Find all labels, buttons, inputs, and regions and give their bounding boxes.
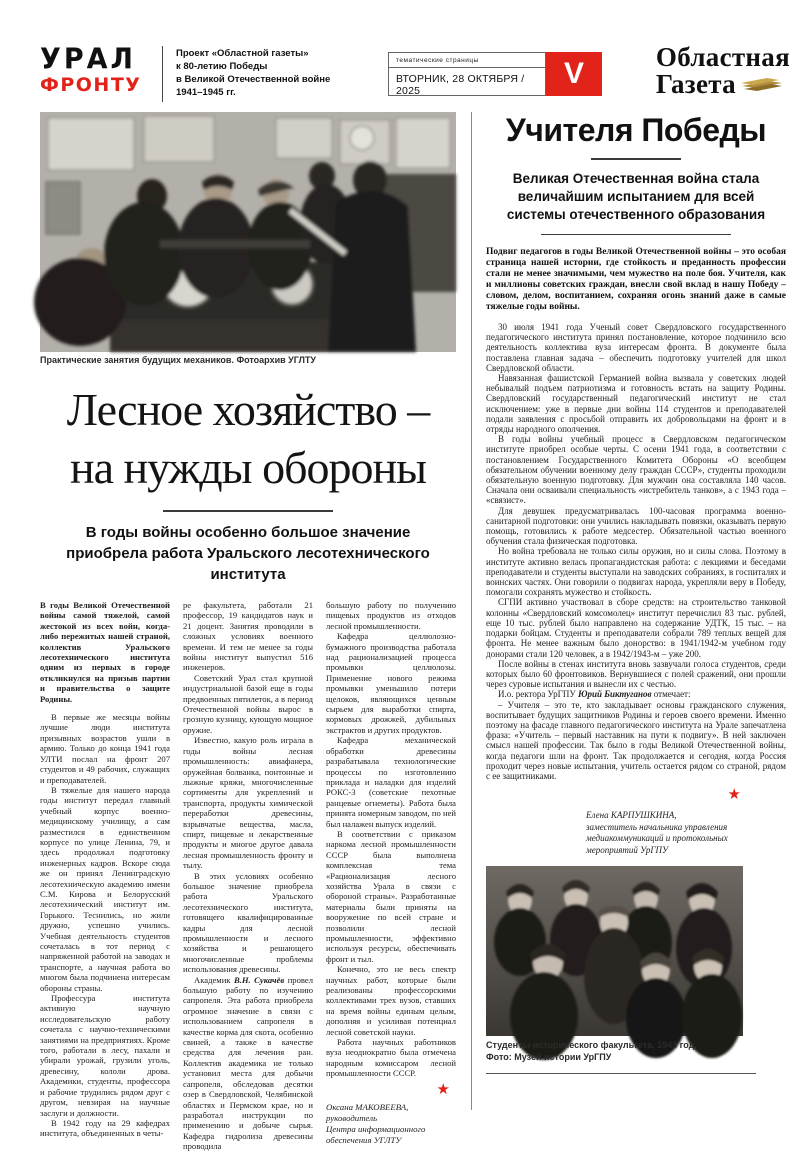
paragraph: Профессура института активную научную исследовательскую работу сочетала с научно-техническими занятиями на предприятиях. Кроме того, работали в лесу, пахали и убирали урожай, грузили уголь, древесину, кололи дрова. Академики, студенты, профессора и рабочие трудились рядом друг с другом, невзирая на научные заслуги и должности.	[40, 993, 170, 1118]
paragraph: большую работу по получению пищевых продуктов из отходов лесной промышленности.	[326, 600, 456, 631]
paragraph: Кафедра механической обработки древесины разрабатывала технологические процессы по изготовлению приклада и наладки для изделий РОКС-3 (советские пехотные ранцевые огнеметы). Работа была принята номерным заводом, по ней был налажен выпуск изделий.	[326, 735, 456, 829]
red-star-icon: ★	[727, 787, 741, 804]
paragraph: В годы войны учебный процесс в Свердловском педагогическом институте приобрел особые черты. С осени 1941 года, в соответствии с постановлением Государственного Комитета Обороны «О всеобщем обязательном обучении военному делу граждан СССР», студенты проходили обязательную военную подготовку. Для мужчин она составляла 140 часов. Сначала они осваивали специальность «истребитель танков», а с 1943 года – «связист».	[486, 434, 786, 506]
signature-line: мероприятий УрГПУ	[586, 844, 669, 855]
paragraph: Навязанная фашистской Германией война вызвала у советских людей небывалый подъем патриотизма и готовность встать на защиту Родины. Свердловский государственный педагогический институт не стал исключением: уже в первые дни войны 114 студентов и преподавателей подали заявления с просьбой отправить их добровольцами на фронт и в отряды народного ополчения.	[486, 373, 786, 435]
person-name: Юрий Биктуганов	[577, 689, 652, 700]
body-column-2	[183, 600, 313, 1152]
paragraph: Для девушек предусматривалась 100-часовая программа военно-санитарной подготовки: они учились накладывать повязки, оказывать первую помощь, готовились к работе медсестер. Обязательной частью военного обучения стала физическая подготовка.	[486, 505, 786, 547]
author-signature	[326, 1102, 456, 1146]
project-line: к 80-летию Победы	[176, 61, 268, 72]
article-subhead: Великая Отечественная война стала величайшим испытанием для всей системы отечественного образования	[506, 170, 766, 222]
article-forestry	[40, 112, 456, 1152]
photo-caption: Практические занятия будущих механиков. Фотоархив УГЛТУ	[40, 355, 317, 365]
paragraph: Советский Урал стал крупной индустриальной базой еще в годы предвоенных пятилеток, а в период Отечественной войны вырос в грозную кузницу, кующую мощное оружие.	[183, 672, 313, 735]
paragraph-sukachev: Академик В.Н. Сукачёв провел большую работу по изучению сапропеля. Эта работа приобрела огромное значение в связи с использованием сапропеля в качестве корма для скота, особенно свиней, а также в качестве средства для лечения ран. Коллектив академика не только установил места для добычи сапропеля, обследовав десятки озер в Свердловской, Челябинской областях и Пермском крае, но и разработал инструкции по применению и добыче сырья. Кафедра гидролиза древесины проводила	[183, 974, 313, 1152]
lead-paragraph: Подвиг педагогов в годы Великой Отечественной войны – это особая страница нашей истории, где стойкость и преданность профессии стали не менее значимыми, чем мужество на поле боя. Учителя, как и миллионы советских граждан, внесли свой вклад в нашу Победу – словом, делом, воспитанием, сохраняя огонь знаний даже в самые тяжелые годы войны.	[486, 247, 786, 312]
logo-line-frontu: ФРОНТУ	[40, 74, 142, 96]
author-signature	[586, 810, 786, 856]
ribbon-icon	[741, 77, 783, 93]
volume-badge: V	[546, 52, 602, 96]
article-subhead: В годы войны особенно большое значение приобрела работа Уральского лесотехнического института	[66, 524, 430, 583]
paragraph-quote: – Учителя – это те, кто закладывает основы гражданского служения, воспитывает будущих защитников Родины и героев своего времени. Именно поэтому на фасаде главного педагогического института на Урале запечатлена фраза: «Учитель – первый наставник на пути к подвигу». В ней заключен смысл нашей профессии. Так было в годы Великой Отечественной войны, когда педагоги шли на фронт. Так продолжается и сегодня, когда Россия проходит через новые испытания, учитель остается рядом со страной, рядом с ее защитниками.	[486, 699, 786, 781]
issue-date: ВТОРНИК, 28 ОКТЯБРЯ / 2025	[396, 73, 525, 97]
photo-caption-line2: Фото: Музей истории УрГПУ	[486, 1051, 612, 1062]
body-column-3	[326, 600, 456, 1152]
paragraph: В этих условиях особенно большое значение приобрела работа Уральского лесотехнического института, готовящего квалифицированные кадры для лесной промышленности и лесного хозяйства и решающего многочисленные проблемы использования древесины.	[183, 870, 313, 975]
article-body	[40, 600, 456, 1152]
headline-line1: Лесное хозяйство –	[66, 384, 430, 435]
project-line: Проект «Областной газеты»	[176, 48, 309, 59]
paragraph: 30 июля 1941 года Ученый совет Свердловского государственного педагогического института принял постановление, которое подчинило всю деятельность коллектива вуза интересам фронта. В документе была поставлена главная задача – обеспечить подготовку учителей для школ Свердловской области.	[486, 322, 786, 373]
paragraph: Кафедра целлюлозно-бумажного производства работала над рационализацией процесса промывки целлюлозы. Применение нового режима промывки уменьшило потери щелоков, являющихся ценным сырьем для выработки спирта, кормовых дрожжей, дубильных экстрактов и других продуктов.	[326, 631, 456, 735]
project-line: в Великой Отечественной войне	[176, 74, 331, 85]
subhead-rule-bottom	[541, 234, 731, 236]
article-divider	[471, 112, 472, 1110]
signature-line: руководитель	[326, 1112, 378, 1123]
article-teachers	[486, 112, 786, 1074]
signature-line: Центра информационного	[326, 1123, 426, 1134]
project-line: 1941–1945 гг.	[176, 87, 236, 98]
bottom-rule	[486, 1073, 756, 1074]
body-column-1	[40, 600, 170, 1152]
headline-rule	[163, 510, 333, 512]
kicker-label: тематические страницы	[389, 53, 545, 68]
workshop-photo	[40, 112, 456, 352]
article-headline: Учителя Победы	[505, 112, 767, 148]
paragraph: После войны в стенах института вновь зазвучали голоса студентов, среди которых было 60 фронтовиков. Вернувшиеся с полей сражений, они прошли через суровые испытания и вынесли их с честью.	[486, 658, 786, 690]
headline-line2: на нужды обороны	[69, 442, 427, 493]
paragraph: Работа научных работников вуза неоднократно была отмечена народным комиссаром лесной промышленности СССР.	[326, 1037, 456, 1079]
paragraph: В тяжелые для нашего народа годы институт передал главный учебный корпус военно-медицинскому училищу, а сам разместился в единственном корпусе по улице Ленина, 79, и здесь продолжал подготовку инженерных кадров. Вскоре сюда же он принял Ленинградскую лесотехническую академию имени С.М. Кирова и Белорусский лесотехнический институт им. Горького. Теснились, но жили дружно, успешно учились. Учебная деятельность студентов сочеталась в тот период с напряженной работой на заводах и транспорте, а научная работа во многом была подчинена интересам обороны страны.	[40, 784, 170, 993]
paragraph: ре факультета, работали 21 профессор, 19 кандидатов наук и 21 доцент. Занятия проводили в сложных условиях военного времени. И тем не менее за годы войны институт выпустил 516 инженеров.	[183, 600, 313, 673]
subhead-rule-top	[591, 158, 681, 160]
ural-frontu-logo	[40, 43, 142, 96]
page-header	[40, 44, 790, 108]
article-headline	[40, 381, 456, 497]
masthead-line2: Газета	[655, 69, 736, 99]
project-description	[176, 47, 330, 99]
paragraph: В соответствии с приказом наркома лесной промышленности СССР была выполнена комплексная тема «Рационализация лесного хозяйства Урала в связи с обороной страны». Разработанные материалы были приняты на вооружение по всей стране и позволили лесной промышленности, эффективно используя ресурсы, обеспечивать фронт и тыл.	[326, 828, 456, 964]
signature-line: заместитель начальника управления	[586, 821, 728, 832]
paragraph: В 1942 году на 29 кафедрах института, объединенных в четы-	[40, 1117, 170, 1139]
photo-caption	[486, 1040, 786, 1063]
paragraph: Но война требовала не только силы оружия, но и силы слова. Поэтому в институте активно велась пропагандистская работа: с лекциями и беседами преподаватели и студенты выступали на заводских собраниях, в госпиталях и воинских частях. Они говорили о подвигах народа, укрепляли веру в Победу, помогали сохранять мужество и стойкость.	[486, 546, 786, 598]
signature-line: Елена КАРПУШКИНА,	[586, 810, 677, 821]
signature-line: обеспечения УГЛТУ	[326, 1134, 402, 1145]
paragraph: Конечно, это не весь спектр научных работ, которые были реализованы профессорскими коллективами трех вузов, ставших на время войны единым целым, дополняя и усиливая потенциал лесной советской науки.	[326, 964, 456, 1037]
article-body	[486, 322, 786, 781]
masthead-line1: Областная	[655, 42, 790, 72]
lead-paragraph: В годы Великой Отечественной войны самой тяжелой, самой жестокой из всех войн, когда-либо пережитых нашей страной, коллектив Уральского лесотехнического института одним из первых в городе откликнулся на призыв партии и правительства о защите Родины.	[40, 600, 170, 704]
person-name: В.Н. Сукачёв	[233, 974, 285, 985]
masthead	[656, 44, 790, 98]
photo-caption-line1: Студенты исторического факультета, 1943 год.	[486, 1040, 697, 1051]
paragraph: СГПИ активно участвовал в сборе средств: на строительство танковой колонны «Свердловский комсомолец» институт перечислил 83 тыс. рублей, еще 10 тыс. рублей было направлено на содержание УДТК, 15 тыс. – на подарки бойцам. Студенты и преподаватели собрали 789 теплых вещей для фронта. Не менее важным было донорство: в 1941/1942-м учебном году донорами стали 120 человек, а в 1942/1943-м – уже 200.	[486, 597, 786, 659]
paragraph: В первые же месяцы войны лучшие люди института призывных возрастов ушли в армию. Только до конца 1941 года УЛТИ послал на фронт 207 студентов и 49 рабочих, служащих и преподавателей.	[40, 712, 170, 785]
paragraph: Известно, какую роль играла в годы войны лесная промышленность: авиафанера, оружейная болванка, понтонные и лыжные кряжи, многочисленные сортименты для укреплений и транспорта, продукты химической переработки древесины, взрывчатые вещества, масла, спирт, пищевые и лекарственные продукты и многое другое давала лесная промышленность фронту и тылу.	[183, 735, 313, 871]
group-portrait-photo	[486, 866, 743, 1036]
paragraph-quote-intro: И.о. ректора УрГПУ Юрий Биктуганов отмечает:	[498, 689, 691, 700]
signature-line: медиакоммуникаций и протокольных	[586, 833, 728, 844]
signature-line: Оксана МАКОВЕЕВА,	[326, 1101, 409, 1112]
header-divider	[162, 46, 163, 102]
red-star-icon: ★	[436, 1081, 450, 1098]
date-box	[388, 52, 546, 96]
logo-line-ural: УРАЛ	[40, 43, 136, 76]
